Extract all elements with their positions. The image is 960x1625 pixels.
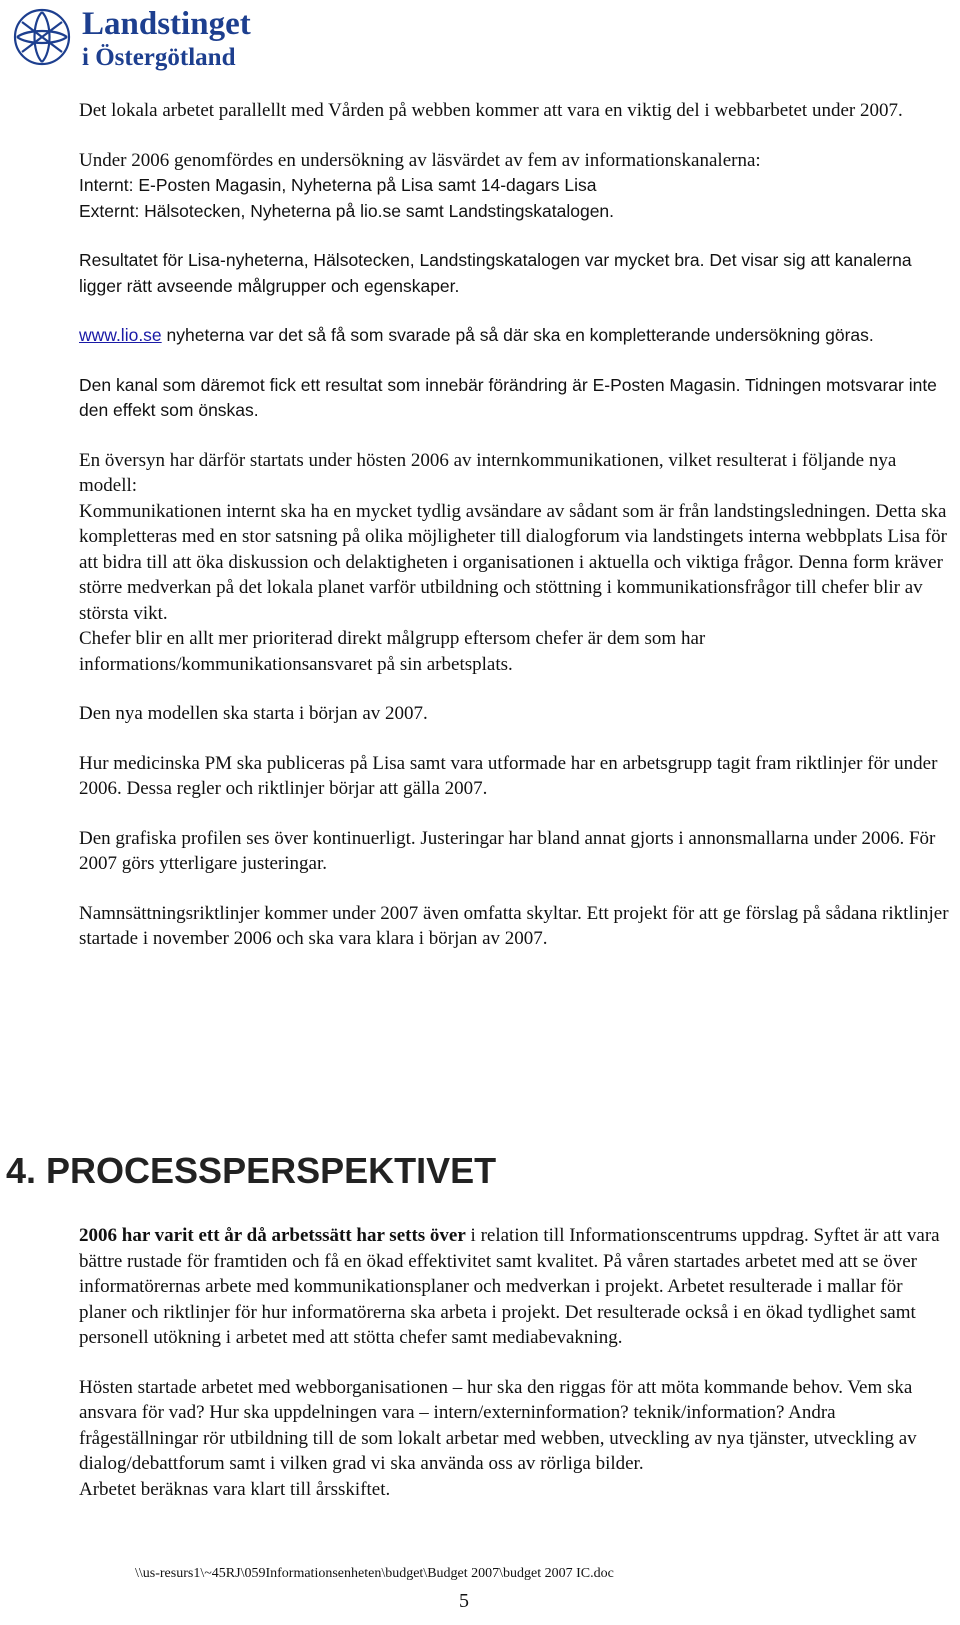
paragraph [79,448,949,678]
paragraph [79,1223,949,1351]
logo-line1: Landstinget [82,6,251,42]
paragraph: Den grafiska profilen ses över kontinuerligt. Justeringar har bland annat gjorts i annonsmallarna under 2006. För 2007 görs ytterligare justeringar. [79,827,936,874]
paragraph: Hur medicinska PM ska publiceras på Lisa samt vara utformade har en arbetsgrupp tagit fram riktlinjer för under 2006. Dessa regler och riktlinjer börjar att gälla 2007. [79,752,938,799]
section-process [79,1223,949,1502]
lio-link[interactable]: www.lio.se [79,325,162,345]
paragraph: Namnsättningsriktlinjer kommer under 2007 även omfatta skyltar. Ett projekt för att ge förslag på sådana riktlinjer startade i november 2006 och ska vara klara i början av 2007. [79,902,949,949]
text: nyheterna var det så få som svarade på så där ska en kompletterande undersökning göras. [161,325,874,345]
section-heading: 4. PROCESSPERSPEKTIVET [6,1150,497,1191]
paragraph: Det lokala arbetet parallellt med Vården på webben kommer att vara en viktig del i webbarbetet under 2007. [79,100,903,121]
text-line: Internt: E-Posten Magasin, Nyheterna på Lisa samt 14-dagars Lisa [79,175,597,195]
text-line: Externt: Hälsotecken, Nyheterna på lio.se samt Landstingskatalogen. [79,200,615,221]
text-line: Kommunikationen internt ska ha en mycket tydlig avsändare av sådant som är från landstingsledningen. Detta ska kompletteras med en stor satsning på olika möjligheter till dialogforum via landstingets interna webbplats Lisa för att bidra till att öka diskussion och delaktigheten i organisationen i aktuella och viktiga frågor. Denna form kräver större medverkan på det lokala planet varför utbildning och stöttning i kommunikationsfrågor till chefer blir av största vikt. [79,500,947,624]
landstinget-logo [8,2,278,72]
text-line: Chefer blir en allt mer prioriterad direkt målgrupp eftersom chefer är dem som har informations/kommunikationsansvaret på sin arbetsplats. [79,628,706,675]
paragraph [79,148,949,225]
paragraph: Den kanal som däremot fick ett resultat som innebär förändring är E-Posten Magasin. Tidningen motsvarar inte den effekt som önskas. [79,374,937,420]
text: i relation till Informationscentrums uppdrag. Syftet är att vara bättre rustade för framtiden och få en ökad effektivitet samt kvalitet. På våren startades arbetet med att se över informatörernas arbete med kommunikationsplaner och medverkan i projekt. Arbetet resulterade i mallar för planer och riktlinjer för hur informatörerna ska arbeta i projekt. Det resulterade också i en ökad tydlighet samt personell utökning i arbetet med att stötta chefer samt mediabevakning. [79,1225,940,1348]
paragraph: Den nya modellen ska starta i början av 2007. [79,703,428,724]
paragraph [79,323,949,349]
text-line: Under 2006 genomfördes en undersökning av läsvärdet av fem av informationskanalerna: [79,149,761,171]
text-line: En översyn har därför startats under hösten 2006 av internkommunikationen, vilket resulterat i följande nya modell: [79,449,897,496]
logo-emblem-icon [15,10,69,64]
paragraph: Hösten startade arbetet med webborganisationen – hur ska den riggas för att möta kommande behov. Vem ska ansvara för vad? Hur ska uppdelningen vara – intern/externinformation? teknik/information? Andra frågeställningar rör utbildning till de som lokalt arbetar med webben, utveckling av nya tjänster, utveckling av dialog/debattforum samt i vilken grad vi ska använda oss av rörliga bilder. [79,1376,917,1474]
logo-graphic [8,2,278,72]
paragraph: Resultatet för Lisa-nyheterna, Hälsotecken, Landstingskatalogen var mycket bra. Det visar sig att kanalerna ligger rätt avseende målgrupper och egenskaper. [79,250,912,296]
page-number: 5 [459,1590,469,1612]
paragraph: Arbetet beräknas vara klart till årsskiftet. [79,1478,391,1500]
section-internal-communication [79,98,949,952]
footer-file-path: \\us-resurs1\~45RJ\059Informationsenheten\budget\Budget 2007\budget 2007 IC.doc [135,1566,614,1581]
logo-line2: i Östergötland [82,44,236,71]
bold-text: 2006 har varit ett år då arbetssätt har setts över [79,1225,466,1246]
